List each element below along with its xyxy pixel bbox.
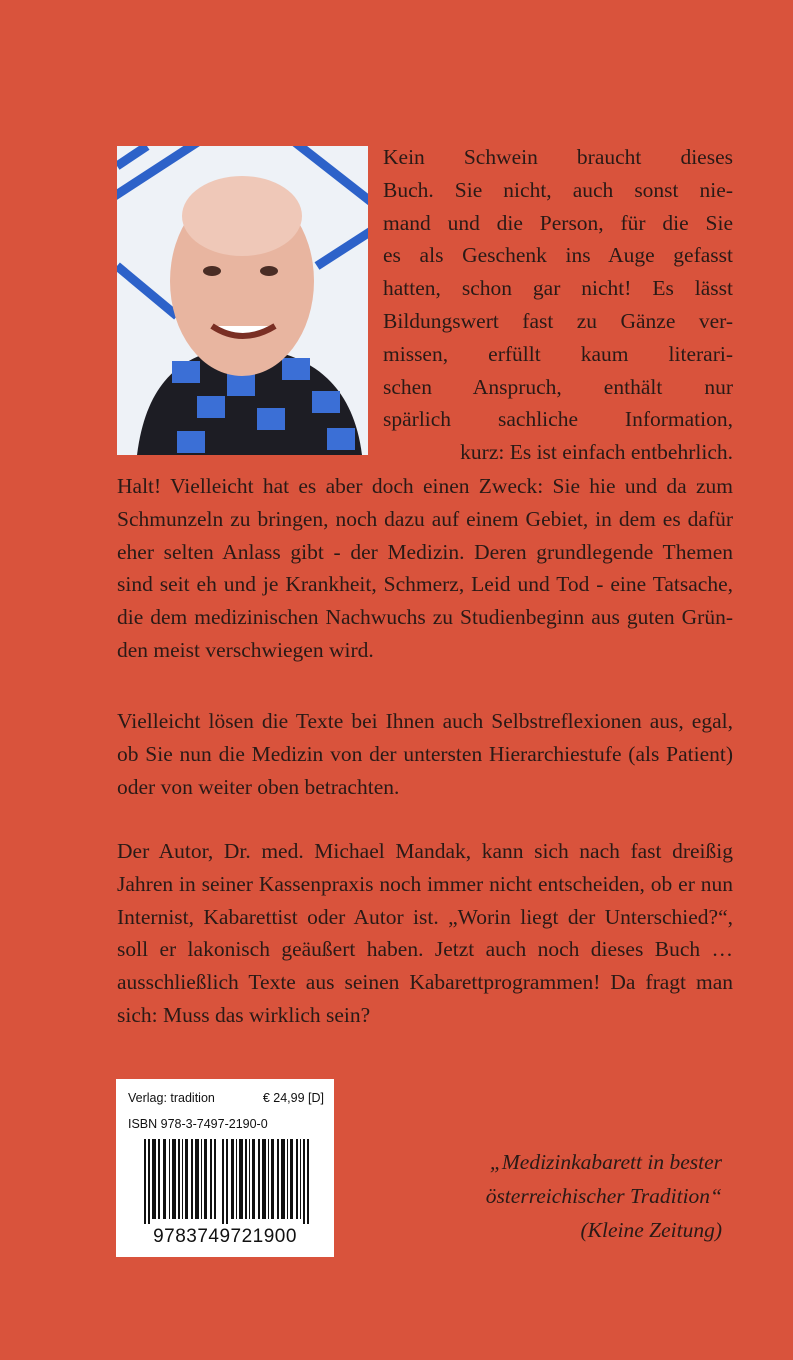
intro-line: es als Geschenk ins Auge gefasst	[383, 243, 733, 268]
intro-line: missen, erfüllt kaum literari-	[383, 341, 733, 366]
intro-paragraph	[383, 141, 733, 469]
quote-line: „Medizinkabarett in bester	[489, 1150, 722, 1174]
intro-line: hatten, schon gar nicht! Es lässt	[383, 276, 733, 301]
intro-line: kurz: Es ist einfach entbehrlich.	[460, 440, 733, 465]
barcode-number: 9783749721900	[153, 1226, 297, 1247]
barcode-box	[116, 1079, 334, 1257]
publisher-label: Verlag: tradition	[128, 1091, 215, 1105]
intro-line: schen Anspruch, enthält nur	[383, 374, 733, 399]
price-label: € 24,99 [D]	[262, 1091, 324, 1105]
quote-line: österreichischer Tradition“	[485, 1184, 722, 1208]
paragraph-zweck: Halt! Vielleicht hat es aber doch einen Zweck: Sie hie und da zum Schmunzeln zu bringen, noch dazu auf einem Gebiet, in dem es dafür eher selten Anlass gibt - der Medizin. Deren grundlegende Themen sind seit eh und je Krankheit, Schmerz, Leid und Tod - eine Tatsache, die dem medizinischen Nachwuchs zu Studienbeginn aus guten Gründen meist verschwiegen wird.	[117, 474, 733, 662]
barcode-bars	[144, 1139, 309, 1224]
quote-source: (Kleine Zeitung)	[580, 1218, 722, 1242]
intro-line: Kein Schwein braucht dieses	[383, 145, 733, 169]
paragraph-autor: Der Autor, Dr. med. Michael Mandak, kann sich nach fast dreißig Jahren in seiner Kassenpraxis noch immer nicht entscheiden, ob er nun Internist, Kabarettist oder Autor ist. „Worin liegt der Unterschied?“, soll er lakonisch geäußert haben. Jetzt auch noch dieses Buch … ausschließlich Texte aus seinen Kabarettprogrammen! Da fragt man sich: Muss das wirklich sein?	[117, 839, 733, 1027]
isbn-label: ISBN 978-3-7497-2190-0	[128, 1117, 268, 1131]
intro-line: spärlich sachliche Information,	[383, 407, 733, 432]
intro-line: Buch. Sie nicht, auch sonst nie-	[383, 177, 733, 202]
intro-line: mand und die Person, für die Sie	[383, 210, 733, 235]
intro-line: Bildungswert fast zu Gänze ver-	[383, 308, 733, 333]
author-photo	[117, 146, 368, 455]
paragraph-selbstreflexion: Vielleicht lösen die Texte bei Ihnen auch Selbstreflexionen aus, egal, ob Sie nun die Medizin von der untersten Hierarchiestufe (als Patient) oder von weiter oben betrachten.	[117, 709, 733, 799]
review-quote	[460, 1145, 722, 1247]
